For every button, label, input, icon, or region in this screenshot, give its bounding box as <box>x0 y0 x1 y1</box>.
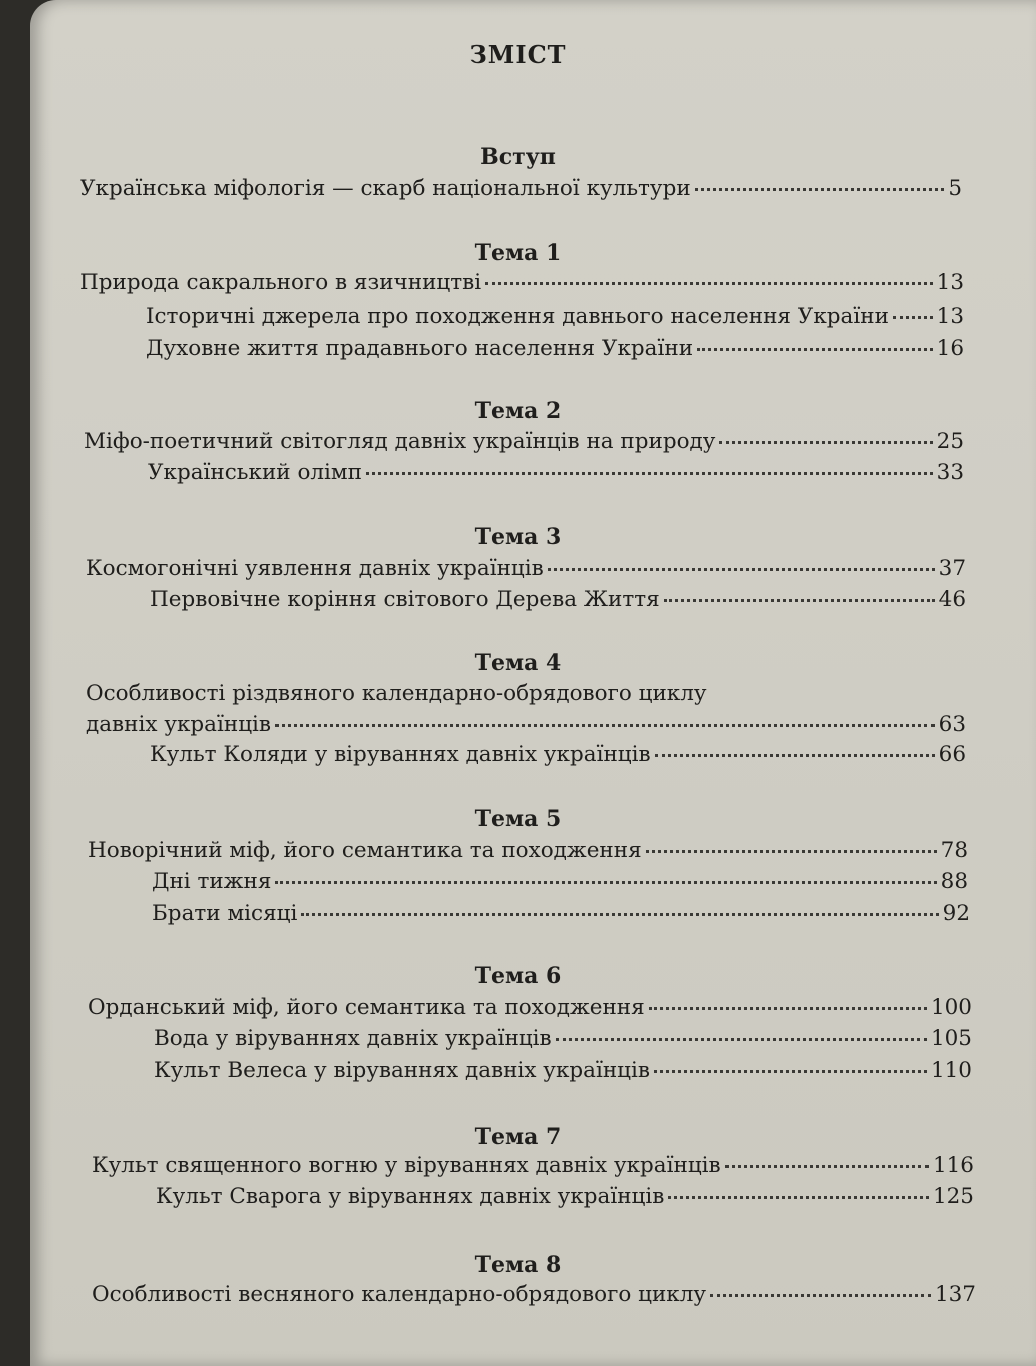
toc-entry-page: 33 <box>936 460 964 485</box>
toc-subentry[interactable] <box>152 901 970 926</box>
toc-subentry[interactable] <box>146 304 964 329</box>
leader-dots <box>697 347 933 351</box>
toc-subentry[interactable] <box>156 1184 974 1209</box>
toc-entry[interactable] <box>84 429 964 454</box>
toc-entry[interactable] <box>80 176 962 201</box>
section-heading-topic-2: Тема 2 <box>474 398 562 424</box>
leader-dots <box>654 1069 927 1073</box>
section-heading-topic-3: Тема 3 <box>474 524 562 550</box>
toc-entry-text: Орданський міф, його семантика та походження <box>88 995 645 1020</box>
section-heading-intro: Вступ <box>480 144 556 170</box>
leader-dots <box>556 1037 927 1041</box>
toc-subentry[interactable] <box>152 869 968 894</box>
toc-entry-text: Новорічний міф, його семантика та походження <box>88 838 642 863</box>
toc-entry[interactable] <box>80 270 964 295</box>
toc-subentry[interactable] <box>150 742 966 767</box>
toc-entry-text: Природа сакрального в язичництві <box>80 270 482 295</box>
toc-entry-page: 46 <box>938 587 966 612</box>
toc-entry-text: Українська міфологія — скарб національної культури <box>80 176 691 201</box>
leader-dots <box>646 849 937 853</box>
toc-entry-page: 25 <box>936 429 964 454</box>
section-heading-topic-4: Тема 4 <box>474 650 562 676</box>
section-heading-topic-8: Тема 8 <box>474 1252 562 1278</box>
toc-entry-page: 100 <box>930 995 972 1020</box>
leader-dots <box>664 598 935 602</box>
toc-entry-page: 66 <box>938 742 966 767</box>
toc-subentry[interactable] <box>148 460 964 485</box>
toc-entry-text: Вода у віруваннях давніх українців <box>154 1026 552 1051</box>
toc-entry-page: 137 <box>934 1282 976 1307</box>
toc-subentry[interactable] <box>150 587 966 612</box>
leader-dots <box>695 187 945 191</box>
toc-entry-text: Брати місяці <box>152 901 298 926</box>
leader-dots <box>725 1164 929 1168</box>
toc-entry-text: Космогонічні уявлення давніх українців <box>86 556 544 581</box>
toc-entry-text: давніх українців <box>86 712 272 737</box>
section-heading-topic-6: Тема 6 <box>474 963 562 989</box>
toc-entry-text: Особливості весняного календарно-обрядового циклу <box>92 1282 707 1307</box>
toc-entry-text: Дні тижня <box>152 869 272 894</box>
toc-entry-page: 116 <box>932 1153 974 1178</box>
toc-subentry[interactable] <box>154 1026 972 1051</box>
leader-dots <box>301 912 938 916</box>
toc-entry-page: 125 <box>932 1184 974 1209</box>
leader-dots <box>710 1293 931 1297</box>
toc-entry-text: Культ Велеса у віруваннях давніх українців <box>154 1058 650 1083</box>
toc-entry[interactable] <box>86 712 966 737</box>
toc-entry-text: Культ Сварога у віруваннях давніх українців <box>156 1184 665 1209</box>
toc-entry-page: 110 <box>930 1058 972 1083</box>
toc-entry-text: Первовічне коріння світового Дерева Життя <box>150 587 660 612</box>
toc-entry-text: Культ Коляди у віруваннях давніх українців <box>150 742 651 767</box>
section-heading-topic-5: Тема 5 <box>474 806 562 832</box>
leader-dots <box>668 1195 929 1199</box>
leader-dots <box>366 471 933 475</box>
toc-entry-text: Духовне життя прадавнього населення України <box>146 336 694 361</box>
leader-dots <box>719 440 932 444</box>
toc-entry[interactable] <box>88 838 968 863</box>
toc-subentry[interactable] <box>146 336 964 361</box>
toc-entry-page: 92 <box>942 901 970 926</box>
toc-entry-text: Український олімп <box>148 460 362 485</box>
leader-dots <box>893 315 933 319</box>
leader-dots <box>655 753 935 757</box>
section-heading-topic-7: Тема 7 <box>474 1124 562 1150</box>
toc-entry-page: 5 <box>948 176 962 201</box>
toc-entry-page: 13 <box>936 270 964 295</box>
toc-entry-text: Культ священного вогню у віруваннях давніх українців <box>92 1153 721 1178</box>
toc-entry[interactable] <box>88 995 972 1020</box>
toc-entry-text: Історичні джерела про походження давнього населення України <box>146 304 889 329</box>
toc-entry-page: 105 <box>930 1026 972 1051</box>
toc-entry-page: 13 <box>936 304 964 329</box>
toc-entry[interactable] <box>92 1282 976 1307</box>
leader-dots <box>649 1006 927 1010</box>
toc-entry[interactable] <box>92 1153 974 1178</box>
leader-dots <box>275 880 936 884</box>
leader-dots <box>275 723 935 727</box>
toc-entry-page: 37 <box>938 556 966 581</box>
toc-entry-text: Міфо-поетичний світогляд давніх українців на природу <box>84 429 716 454</box>
toc-entry-page: 16 <box>936 336 964 361</box>
toc-entry-page: 88 <box>940 869 968 894</box>
toc-entry-page: 78 <box>940 838 968 863</box>
toc-entry-page: 63 <box>938 712 966 737</box>
leader-dots <box>548 567 935 571</box>
leader-dots <box>485 281 933 285</box>
toc-entry-text-line1[interactable]: Особливості різдвяного календарно-обрядового циклу <box>86 681 707 706</box>
toc-entry[interactable] <box>86 556 966 581</box>
toc-subentry[interactable] <box>154 1058 972 1083</box>
page-title: ЗМІСТ <box>469 40 567 69</box>
section-heading-topic-1: Тема 1 <box>474 240 562 266</box>
